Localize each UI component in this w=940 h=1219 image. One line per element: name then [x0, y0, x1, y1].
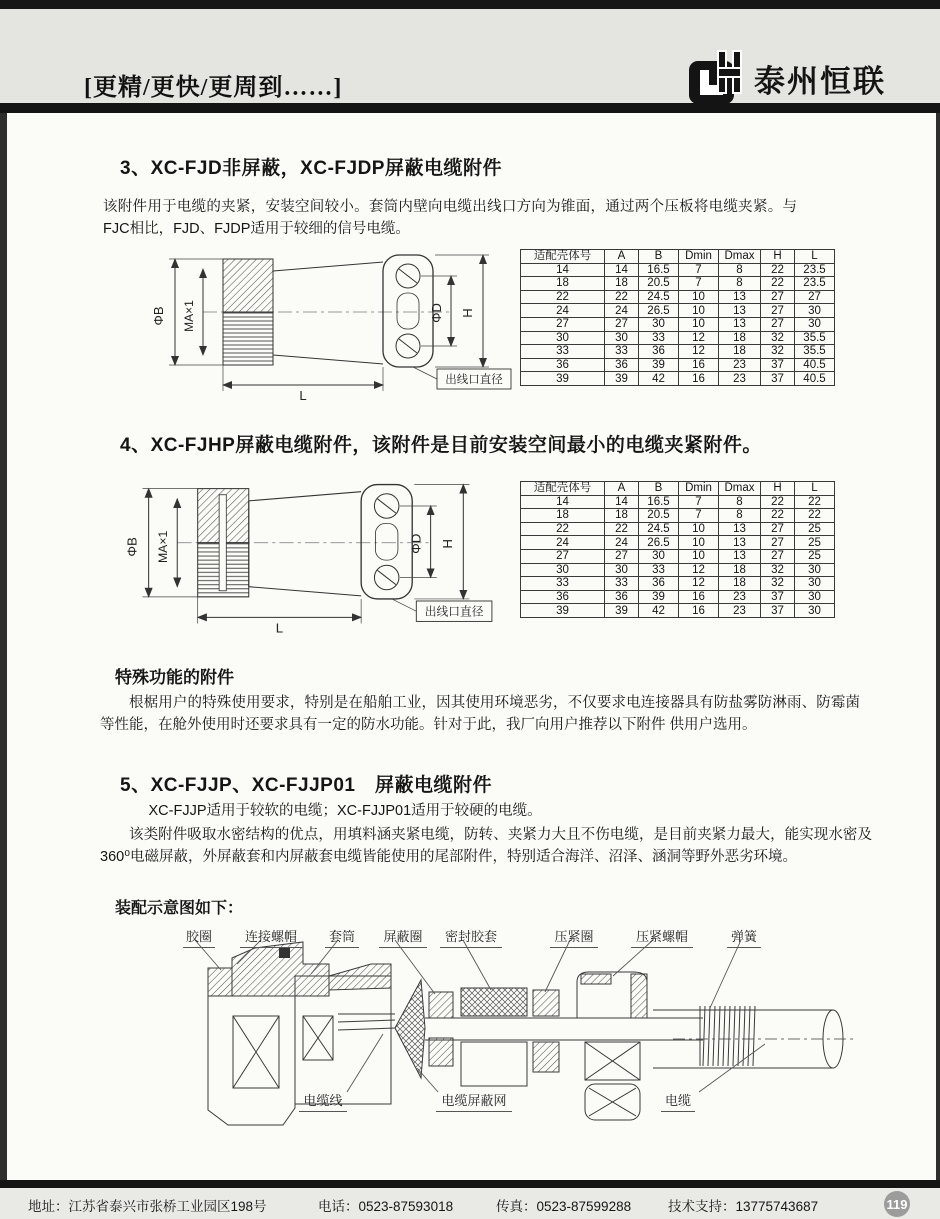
table-cell: 35.5 — [795, 345, 835, 359]
table-cell: 37 — [761, 604, 795, 618]
table-row — [521, 345, 835, 359]
table-cell: 27 — [795, 290, 835, 304]
svg-text:ΦB: ΦB — [124, 537, 140, 557]
table-cell: 8 — [719, 495, 761, 509]
table-cell: 36 — [605, 358, 639, 372]
table-cell: 30 — [795, 317, 835, 331]
table-cell: 25 — [795, 549, 835, 563]
table-cell: 30 — [605, 331, 639, 345]
table-cell: 26.5 — [639, 304, 679, 318]
table-cell: 30 — [795, 304, 835, 318]
column-header: Dmin — [679, 482, 719, 496]
table-cell: 22 — [761, 509, 795, 523]
table-header-row — [521, 482, 835, 496]
svg-text:ΦD: ΦD — [429, 303, 444, 323]
svg-text:L: L — [299, 388, 307, 403]
table-cell: 10 — [679, 304, 719, 318]
table-cell: 10 — [679, 536, 719, 550]
table-cell: 7 — [679, 263, 719, 277]
table-cell: 14 — [521, 495, 605, 509]
fjhp-dimension-table — [520, 481, 835, 618]
footer-address: 地址：江苏省泰兴市张桥工业园区198号 — [28, 1199, 267, 1214]
column-header: L — [795, 482, 835, 496]
table-cell: 7 — [679, 277, 719, 291]
table-cell: 42 — [639, 372, 679, 386]
fjd-dimension-table — [520, 249, 835, 386]
table-cell: 27 — [761, 317, 795, 331]
table-cell: 16 — [679, 604, 719, 618]
table-cell: 36 — [639, 345, 679, 359]
table-cell: 24.5 — [639, 290, 679, 304]
table-cell: 27 — [761, 536, 795, 550]
table-cell: 27 — [761, 290, 795, 304]
table-cell: 30 — [795, 590, 835, 604]
table-cell: 22 — [761, 495, 795, 509]
footer-phone: 电话：0523-87593018 — [318, 1199, 454, 1214]
table-cell: 42 — [639, 604, 679, 618]
svg-text:MA×1: MA×1 — [182, 300, 196, 332]
assembly-heading: 装配示意图如下： — [115, 900, 244, 917]
part-label-sealing-sleeve: 密封胶套 — [440, 926, 502, 948]
table-cell: 8 — [719, 263, 761, 277]
table-cell: 22 — [761, 263, 795, 277]
part-label-sleeve: 套筒 — [325, 926, 359, 948]
section5-paragraph-1: XC-FJJP适用于较软的电缆；XC-FJJP01适用于较硬的电缆。 — [148, 803, 542, 819]
table-cell: 7 — [679, 509, 719, 523]
table-cell: 30 — [795, 604, 835, 618]
table-cell: 22 — [605, 290, 639, 304]
table-cell: 22 — [521, 522, 605, 536]
table-cell: 27 — [521, 549, 605, 563]
header-slogan: [更精/更快/更周到……] — [84, 75, 343, 101]
table-cell: 32 — [761, 345, 795, 359]
table-cell: 23 — [719, 590, 761, 604]
table-row — [521, 522, 835, 536]
table-cell: 16.5 — [639, 495, 679, 509]
footer-support: 技术支持：13775743687 — [668, 1199, 819, 1214]
table-cell: 22 — [521, 290, 605, 304]
table-cell: 30 — [521, 331, 605, 345]
svg-text:出线口直径: 出线口直径 — [424, 605, 484, 619]
brand-name: 泰州恒联 — [754, 63, 886, 99]
page-footer — [0, 1188, 940, 1219]
table-cell: 37 — [761, 372, 795, 386]
column-header: Dmax — [719, 250, 761, 264]
table-row — [521, 358, 835, 372]
table-cell: 24 — [605, 304, 639, 318]
table-cell: 20.5 — [639, 509, 679, 523]
table-cell: 12 — [679, 331, 719, 345]
section3-title: 3、XC-FJD非屏蔽，XC-FJDP屏蔽电缆附件 — [120, 158, 502, 179]
part-label-cable-shield-mesh: 电缆屏蔽网 — [436, 1090, 512, 1112]
table-cell: 13 — [719, 549, 761, 563]
table-cell: 18 — [605, 509, 639, 523]
table-cell: 30 — [795, 577, 835, 591]
table-cell: 18 — [719, 331, 761, 345]
page-number-badge: 119 — [884, 1191, 910, 1217]
table-row — [521, 509, 835, 523]
svg-text:ΦB: ΦB — [151, 306, 166, 326]
table-cell: 23 — [719, 604, 761, 618]
svg-text:MA×1: MA×1 — [156, 530, 171, 564]
table-cell: 30 — [521, 563, 605, 577]
table-cell: 22 — [795, 509, 835, 523]
table-cell: 25 — [795, 522, 835, 536]
table-cell: 13 — [719, 304, 761, 318]
svg-text:H: H — [440, 538, 456, 549]
table-row — [521, 563, 835, 577]
table-row — [521, 536, 835, 550]
table-cell: 33 — [521, 577, 605, 591]
table-cell: 12 — [679, 577, 719, 591]
table-cell: 18 — [719, 563, 761, 577]
table-cell: 24.5 — [639, 522, 679, 536]
table-cell: 10 — [679, 290, 719, 304]
table-cell: 37 — [761, 590, 795, 604]
table-cell: 33 — [605, 577, 639, 591]
table-cell: 27 — [605, 317, 639, 331]
table-cell: 27 — [605, 549, 639, 563]
table-cell: 16.5 — [639, 263, 679, 277]
table-cell: 23.5 — [795, 277, 835, 291]
table-cell: 10 — [679, 317, 719, 331]
column-header: 适配壳体号 — [521, 482, 605, 496]
table-cell: 39 — [639, 358, 679, 372]
table-cell: 40.5 — [795, 372, 835, 386]
table-cell: 26.5 — [639, 536, 679, 550]
table-cell: 30 — [605, 563, 639, 577]
table-row — [521, 604, 835, 618]
table-cell: 33 — [639, 563, 679, 577]
table-cell: 7 — [679, 495, 719, 509]
footer-fax: 传真：0523-87599288 — [496, 1199, 632, 1214]
part-label-spring: 弹簧 — [727, 926, 761, 948]
table-cell: 22 — [795, 495, 835, 509]
table-cell: 39 — [605, 604, 639, 618]
fjhp-connector-drawing — [118, 465, 496, 643]
table-cell: 33 — [605, 345, 639, 359]
table-row — [521, 277, 835, 291]
part-label-cable: 电缆 — [661, 1090, 695, 1112]
table-cell: 40.5 — [795, 358, 835, 372]
table-row — [521, 372, 835, 386]
table-cell: 23 — [719, 372, 761, 386]
table-cell: 16 — [679, 372, 719, 386]
column-header: H — [761, 482, 795, 496]
table-row — [521, 263, 835, 277]
section5-paragraph-2: 该类附件吸取水密结构的优点，用填料涵夹紧电缆，防转、夹紧力大且不伤电缆，是目前夹紧力最大，能实现水密及360⁰电磁屏蔽，外屏蔽套和内屏蔽套电缆皆能使用的尾部附件，特别适合海洋、沼泽、涵洞等野外恶劣环境。 — [100, 827, 872, 866]
table-cell: 24 — [521, 304, 605, 318]
table-cell: 33 — [639, 331, 679, 345]
table-cell: 13 — [719, 317, 761, 331]
table-cell: 39 — [605, 372, 639, 386]
column-header: B — [639, 482, 679, 496]
table-cell: 20.5 — [639, 277, 679, 291]
table-row — [521, 304, 835, 318]
top-rule — [0, 0, 940, 9]
table-cell: 8 — [719, 509, 761, 523]
table-cell: 16 — [679, 590, 719, 604]
table-cell: 23.5 — [795, 263, 835, 277]
table-row — [521, 317, 835, 331]
table-cell: 23 — [719, 358, 761, 372]
part-label-clamp-nut: 压紧螺帽 — [631, 926, 693, 948]
table-cell: 18 — [605, 277, 639, 291]
table-cell: 32 — [761, 577, 795, 591]
page-header — [0, 9, 940, 103]
special-title: 特殊功能的附件 — [115, 668, 234, 687]
page-edge-left — [0, 0, 7, 1219]
table-cell: 30 — [639, 317, 679, 331]
table-cell: 22 — [605, 522, 639, 536]
svg-text:ΦD: ΦD — [408, 533, 424, 554]
table-cell: 18 — [521, 277, 605, 291]
table-row — [521, 331, 835, 345]
table-cell: 24 — [605, 536, 639, 550]
table-cell: 14 — [605, 495, 639, 509]
table-row — [521, 577, 835, 591]
company-logo-icon — [688, 49, 746, 107]
svg-text:出线口直径: 出线口直径 — [445, 374, 503, 386]
table-header-row — [521, 250, 835, 264]
brand-block — [688, 49, 918, 107]
part-label-clamp-ring: 压紧圈 — [550, 926, 598, 948]
table-cell: 14 — [521, 263, 605, 277]
table-cell: 10 — [679, 549, 719, 563]
column-header: Dmax — [719, 482, 761, 496]
table-cell: 18 — [719, 577, 761, 591]
table-cell: 10 — [679, 522, 719, 536]
table-row — [521, 290, 835, 304]
table-cell: 33 — [521, 345, 605, 359]
table-cell: 13 — [719, 522, 761, 536]
table-cell: 27 — [761, 522, 795, 536]
table-cell: 24 — [521, 536, 605, 550]
part-label-rubber-ring: 胶圈 — [183, 926, 215, 948]
column-header: H — [761, 250, 795, 264]
footer-rule — [0, 1180, 940, 1188]
header-rule — [0, 103, 940, 113]
table-cell: 16 — [679, 358, 719, 372]
table-cell: 39 — [521, 604, 605, 618]
table-cell: 22 — [761, 277, 795, 291]
fjd-connector-drawing — [145, 243, 515, 403]
table-cell: 27 — [521, 317, 605, 331]
column-header: L — [795, 250, 835, 264]
table-cell: 30 — [639, 549, 679, 563]
table-cell: 14 — [605, 263, 639, 277]
table-cell: 36 — [605, 590, 639, 604]
part-label-cable-wires: 电缆线 — [299, 1090, 347, 1112]
column-header: B — [639, 250, 679, 264]
table-cell: 13 — [719, 290, 761, 304]
table-row — [521, 590, 835, 604]
table-cell: 30 — [795, 563, 835, 577]
table-row — [521, 549, 835, 563]
table-cell: 35.5 — [795, 331, 835, 345]
section3-paragraph: 该附件用于电缆的夹紧，安装空间较小。套筒内壁向电缆出线口方向为锥面，通过两个压板将电缆夹紧。与FJC相比，FJD、FJDP适用于较细的信号电缆。 — [103, 199, 797, 238]
table-cell: 12 — [679, 563, 719, 577]
table-cell: 18 — [719, 345, 761, 359]
table-cell: 36 — [639, 577, 679, 591]
table-cell: 13 — [719, 536, 761, 550]
table-cell: 39 — [639, 590, 679, 604]
table-cell: 25 — [795, 536, 835, 550]
section5-title: 5、XC-FJJP、XC-FJJP01 屏蔽电缆附件 — [120, 775, 492, 796]
table-cell: 32 — [761, 563, 795, 577]
column-header: Dmin — [679, 250, 719, 264]
part-label-shield-ring: 屏蔽圈 — [379, 926, 427, 948]
table-cell: 27 — [761, 304, 795, 318]
column-header: 适配壳体号 — [521, 250, 605, 264]
table-row — [521, 495, 835, 509]
assembly-diagram — [133, 918, 933, 1163]
svg-text:H: H — [460, 308, 475, 318]
table-cell: 27 — [761, 549, 795, 563]
column-header: A — [605, 482, 639, 496]
column-header: A — [605, 250, 639, 264]
table-cell: 39 — [521, 372, 605, 386]
table-cell: 36 — [521, 358, 605, 372]
special-paragraph: 根椐用户的特殊使用要求，特别是在船舶工业，因其使用环境恶劣，不仅要求电连接器具有防盐雾防淋雨、防霉菌等性能，在舱外使用时还要求具有一定的防水功能。针对于此，我厂向用户推荐以下附件 供用户选用。 — [100, 695, 860, 734]
table-cell: 12 — [679, 345, 719, 359]
table-cell: 8 — [719, 277, 761, 291]
table-cell: 37 — [761, 358, 795, 372]
svg-text:L: L — [275, 620, 284, 636]
table-cell: 32 — [761, 331, 795, 345]
section4-title: 4、XC-FJHP屏蔽电缆附件，该附件是目前安装空间最小的电缆夹紧附件。 — [120, 435, 762, 456]
page-edge-right — [936, 0, 940, 1219]
table-cell: 36 — [521, 590, 605, 604]
part-label-coupling-nut: 连接螺帽 — [240, 926, 302, 948]
table-cell: 18 — [521, 509, 605, 523]
